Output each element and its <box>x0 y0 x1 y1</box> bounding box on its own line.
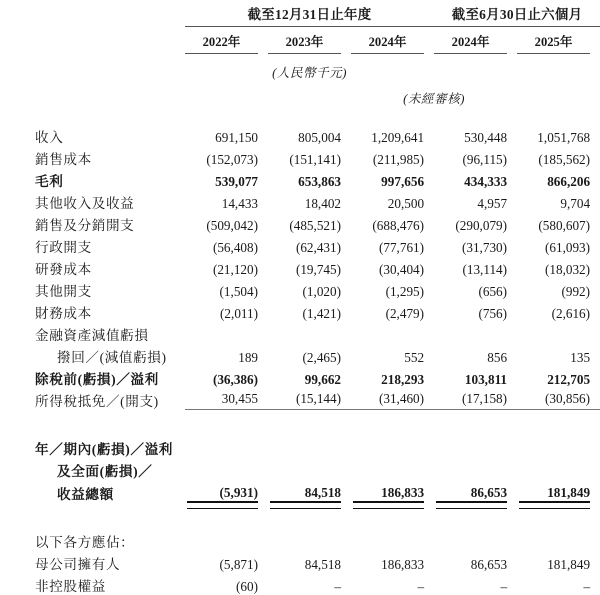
cell-revenue-h2024: 530,448 <box>464 129 508 145</box>
cell-rnd-h2024: (13,114) <box>462 261 508 277</box>
cell-imprev-h2025: 135 <box>570 349 591 365</box>
attribution-heading-row <box>0 529 600 551</box>
row-label-non-controlling: 非控股權益 <box>35 578 106 594</box>
cell-total-2024: 186,833 <box>351 480 434 503</box>
row-label-other-income: 其他收入及收益 <box>35 195 135 211</box>
cell-rnd-2023: (19,745) <box>295 261 341 277</box>
cell-total-2022: (5,931) <box>185 480 268 503</box>
cell-owners-h2024: 86,653 <box>470 556 508 572</box>
audit-note-pad <box>517 81 600 107</box>
total-label-part3: 收益總額 <box>57 486 114 502</box>
cell-admin-h2025: (61,093) <box>544 239 591 255</box>
cell-fc-2023: (1,421) <box>302 305 341 321</box>
attribution-heading-pad <box>185 529 600 551</box>
cell-gp-h2024: 434,333 <box>464 173 508 189</box>
cell-pbt-h2024: 103,811 <box>464 371 508 387</box>
table-row <box>0 366 600 388</box>
row-label-revenue: 收入 <box>35 129 64 145</box>
header-group-annual: 截至12月31日止年度 <box>185 0 434 26</box>
header-group-interim: 截至6月30日止六個月 <box>434 0 600 26</box>
header-col-2024-interim-label: 2024年 <box>434 31 507 54</box>
row-label-rnd: 研發成本 <box>35 261 92 277</box>
cell-tax-2023: (15,144) <box>268 388 351 410</box>
cell-sd-2024: (688,476) <box>372 217 425 233</box>
total-label-line-2 <box>0 458 600 480</box>
total-label-line-1 <box>0 436 600 458</box>
row-label-impairment-reversal: 撥回／(減值虧損) <box>57 349 167 365</box>
cell-owners-2022: (5,871) <box>219 556 258 572</box>
cell-oi-2022: 14,433 <box>221 195 258 211</box>
cell-oe-2023: (1,020) <box>302 283 341 299</box>
cell-impairment-l1-h2025 <box>517 322 600 344</box>
table-row <box>0 124 600 146</box>
cell-tax-h2025: (30,856) <box>517 388 600 410</box>
table-row <box>0 551 600 573</box>
row-label-finance-costs: 財務成本 <box>35 305 92 321</box>
cell-oe-h2025: (992) <box>561 283 591 299</box>
header-year-row <box>0 26 600 57</box>
cell-impairment-l1-2022 <box>185 322 268 344</box>
row-label-impairment-line1: 金融資產減值虧損 <box>35 327 149 343</box>
cell-gp-2023: 653,863 <box>298 173 341 189</box>
cell-oi-h2024: 4,957 <box>477 195 508 211</box>
header-col-2023-label: 2023年 <box>268 31 341 54</box>
table-row <box>0 322 600 344</box>
cell-cos-2023: (151,141) <box>289 151 341 167</box>
cell-tax-h2024: (17,158) <box>434 388 517 410</box>
table-row <box>0 256 600 278</box>
total-line1-pad <box>185 436 600 458</box>
row-label-owners-of-parent: 母公司擁有人 <box>35 556 121 572</box>
cell-rnd-2024: (30,404) <box>378 261 425 277</box>
header-col-2024-label: 2024年 <box>351 31 424 54</box>
header-year-blank <box>0 26 185 57</box>
table-row <box>0 300 600 322</box>
currency-note-pad <box>434 57 600 81</box>
cell-impairment-l1-h2024 <box>434 322 517 344</box>
cell-cos-h2025: (185,562) <box>538 151 591 167</box>
cell-nci-h2024: – <box>500 578 508 594</box>
row-label-gross-profit: 毛利 <box>35 173 64 189</box>
table-row <box>0 190 600 212</box>
cell-pbt-2022: (36,386) <box>212 371 258 387</box>
row-label-administrative: 行政開支 <box>35 239 92 255</box>
total-label-part2: 及全面(虧損)／ <box>57 463 153 479</box>
cell-imprev-h2024: 856 <box>487 349 508 365</box>
header-col-2025-interim <box>517 26 600 57</box>
currency-note: (人民幣千元) <box>272 65 347 80</box>
cell-owners-2024: 186,833 <box>381 556 425 572</box>
cell-nci-2024: – <box>417 578 425 594</box>
cell-cos-2022: (152,073) <box>206 151 258 167</box>
cell-admin-h2024: (31,730) <box>461 239 508 255</box>
cell-fc-h2024: (756) <box>478 305 508 321</box>
cell-admin-2022: (56,408) <box>212 239 258 255</box>
cell-gp-h2025: 866,206 <box>547 173 591 189</box>
cell-oe-h2024: (656) <box>478 283 508 299</box>
total-line2-pad <box>185 458 600 480</box>
cell-sd-2022: (509,042) <box>206 217 258 233</box>
cell-tax-2024: (31,460) <box>351 388 434 410</box>
cell-nci-h2025: – <box>583 578 591 594</box>
table-row <box>0 573 600 595</box>
currency-note-blank <box>0 57 185 81</box>
row-label-other-expenses: 其他開支 <box>35 283 92 299</box>
cell-nci-2023: – <box>334 578 341 594</box>
table-row <box>0 212 600 234</box>
header-col-2024 <box>351 26 434 57</box>
header-col-2022 <box>185 26 268 57</box>
cell-pbt-2023: 99,662 <box>304 371 341 387</box>
cell-owners-2023: 84,518 <box>304 556 341 572</box>
cell-sd-h2025: (580,607) <box>538 217 591 233</box>
currency-note-row <box>0 57 600 81</box>
table-row <box>0 234 600 256</box>
header-col-2023 <box>268 26 351 57</box>
cell-sd-h2024: (290,079) <box>455 217 508 233</box>
cell-oi-h2025: 9,704 <box>560 195 591 211</box>
cell-oe-2024: (1,295) <box>385 283 425 299</box>
cell-rnd-2022: (21,120) <box>212 261 258 277</box>
audit-note-blank <box>0 81 351 107</box>
header-group-row <box>0 0 600 26</box>
table-row <box>0 146 600 168</box>
cell-rnd-h2025: (18,032) <box>544 261 591 277</box>
cell-revenue-2024: 1,209,641 <box>371 129 425 145</box>
audit-note-row <box>0 81 600 107</box>
cell-total-2023: 84,518 <box>268 480 351 503</box>
cell-gp-2022: 539,077 <box>215 173 258 189</box>
header-col-2022-label: 2022年 <box>185 31 258 54</box>
spacer-after-header <box>0 107 600 124</box>
cell-total-h2025: 181,849 <box>517 480 600 503</box>
cell-tax-2022: 30,455 <box>185 388 268 410</box>
cell-admin-2024: (77,761) <box>378 239 425 255</box>
cell-pbt-2024: 218,293 <box>381 371 425 387</box>
cell-cos-2024: (211,985) <box>372 151 425 167</box>
cell-gp-2024: 997,656 <box>381 173 425 189</box>
cell-oe-2022: (1,504) <box>219 283 258 299</box>
total-label-part1: 年／期內(虧損)／溢利 <box>35 441 173 457</box>
spacer-before-total <box>0 410 600 436</box>
cell-owners-h2025: 181,849 <box>547 556 591 572</box>
cell-oi-2024: 20,500 <box>387 195 425 211</box>
cell-cos-h2024: (96,115) <box>462 151 508 167</box>
row-label-selling-distribution: 銷售及分銷開支 <box>35 217 135 233</box>
cell-fc-h2025: (2,616) <box>551 305 591 321</box>
cell-revenue-2022: 691,150 <box>215 129 258 145</box>
cell-revenue-2023: 805,004 <box>298 129 341 145</box>
cell-fc-2024: (2,479) <box>385 305 425 321</box>
cell-revenue-h2025: 1,051,768 <box>537 129 591 145</box>
cell-imprev-2024: 552 <box>404 349 425 365</box>
cell-total-h2024: 86,653 <box>434 480 517 503</box>
cell-imprev-2022: 189 <box>238 349 258 365</box>
cell-admin-2023: (62,431) <box>295 239 341 255</box>
table-row-total <box>0 480 600 503</box>
table-row <box>0 168 600 190</box>
header-col-2025-interim-label: 2025年 <box>517 31 590 54</box>
cell-oi-2023: 18,402 <box>304 195 341 211</box>
cell-pbt-h2025: 212,705 <box>547 371 591 387</box>
attribution-heading: 以下各方應佔： <box>35 534 135 550</box>
cell-sd-2023: (485,521) <box>289 217 341 233</box>
row-label-profit-before-tax: 除稅前(虧損)／溢利 <box>35 371 159 387</box>
audit-note: (未經審核) <box>403 91 465 106</box>
table-row <box>0 388 600 410</box>
header-corner-blank <box>0 0 185 26</box>
cell-impairment-l1-2024 <box>351 322 434 344</box>
cell-nci-2022: (60) <box>236 578 258 594</box>
row-label-income-tax: 所得稅抵免／(開支) <box>35 393 159 409</box>
cell-fc-2022: (2,011) <box>220 305 258 321</box>
table-row <box>0 278 600 300</box>
table-row <box>0 344 600 366</box>
cell-imprev-2023: (2,465) <box>302 349 341 365</box>
header-col-2024-interim <box>434 26 517 57</box>
cell-impairment-l1-2023 <box>268 322 351 344</box>
row-label-cost-of-sales: 銷售成本 <box>35 151 92 167</box>
